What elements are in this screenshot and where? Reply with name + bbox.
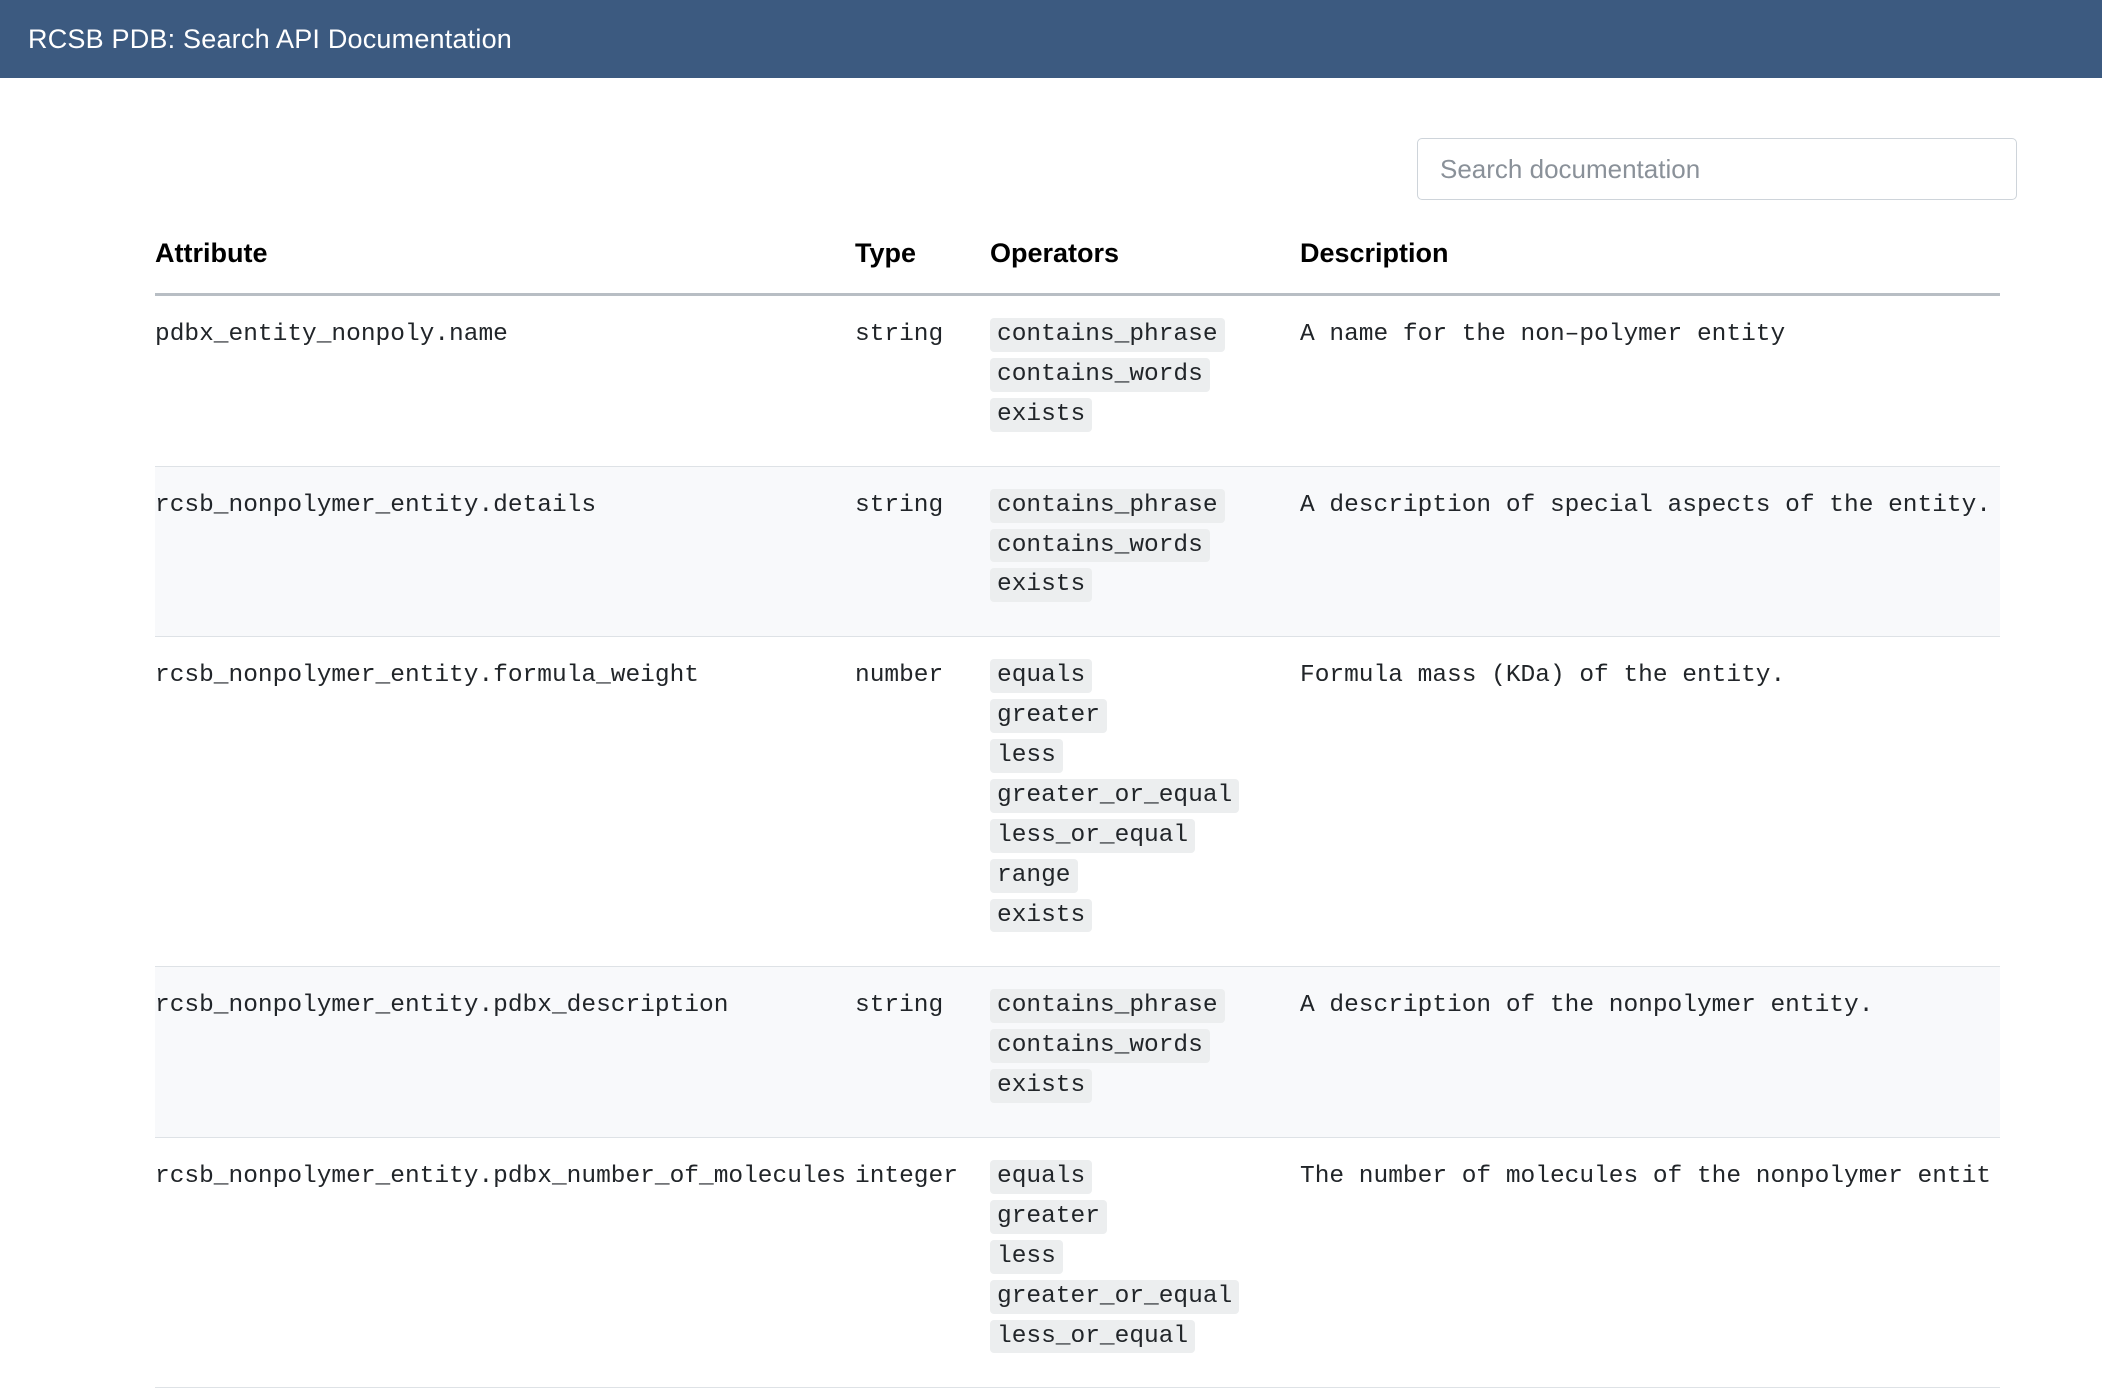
operator-badge: contains_phrase [990, 989, 1225, 1023]
cell-attribute: rcsb_nonpolymer_entity.pdbx_number_of_molecules [155, 1138, 855, 1388]
cell-operators [990, 637, 1300, 967]
search-row [0, 78, 2102, 200]
cell-attribute: rcsb_nonpolymer_entity.details [155, 466, 855, 637]
table-row [155, 637, 2000, 967]
operator-badge: equals [990, 1160, 1092, 1194]
table-body [155, 295, 2000, 1388]
table-header-row [155, 238, 2000, 295]
operator-badge: exists [990, 899, 1092, 933]
operator-badge: exists [990, 1069, 1092, 1103]
operator-badge: less [990, 1240, 1063, 1274]
operator-badge: range [990, 859, 1078, 893]
cell-type: string [855, 967, 990, 1138]
cell-type: number [855, 637, 990, 967]
cell-operators [990, 1138, 1300, 1388]
operator-badge: greater_or_equal [990, 1280, 1239, 1314]
page-title: RCSB PDB: Search API Documentation [28, 23, 513, 54]
table-row [155, 967, 2000, 1138]
operator-badge: greater_or_equal [990, 779, 1239, 813]
operator-badge: greater [990, 699, 1107, 733]
column-header-attribute: Attribute [155, 238, 855, 295]
attributes-table [155, 238, 2000, 1388]
operator-badge: less_or_equal [990, 1320, 1195, 1354]
cell-description: Formula mass (KDa) of the entity. [1300, 637, 2000, 967]
cell-operators [990, 967, 1300, 1138]
table-header [155, 238, 2000, 295]
operator-badge: contains_phrase [990, 489, 1225, 523]
column-header-type: Type [855, 238, 990, 295]
operator-badge: greater [990, 1200, 1107, 1234]
cell-type: string [855, 295, 990, 467]
column-header-operators: Operators [990, 238, 1300, 295]
cell-type: integer [855, 1138, 990, 1388]
cell-attribute: rcsb_nonpolymer_entity.formula_weight [155, 637, 855, 967]
table-row [155, 295, 2000, 467]
cell-description: The number of molecules of the nonpolymer entit [1300, 1138, 2000, 1388]
cell-description: A description of the nonpolymer entity. [1300, 967, 2000, 1138]
main-content [0, 78, 2102, 1388]
cell-description: A name for the non–polymer entity [1300, 295, 2000, 467]
operator-badge: contains_words [990, 358, 1210, 392]
operator-badge: less_or_equal [990, 819, 1195, 853]
app-header [0, 0, 2102, 78]
operator-badge: exists [990, 398, 1092, 432]
cell-operators [990, 295, 1300, 467]
column-header-description: Description [1300, 238, 2000, 295]
cell-attribute: pdbx_entity_nonpoly.name [155, 295, 855, 467]
search-input[interactable] [1417, 138, 2017, 200]
operator-badge: exists [990, 568, 1092, 602]
operator-badge: less [990, 739, 1063, 773]
table-row [155, 466, 2000, 637]
operator-badge: contains_words [990, 1029, 1210, 1063]
operator-badge: contains_phrase [990, 318, 1225, 352]
cell-attribute: rcsb_nonpolymer_entity.pdbx_description [155, 967, 855, 1138]
cell-operators [990, 466, 1300, 637]
operator-badge: contains_words [990, 529, 1210, 563]
cell-description: A description of special aspects of the entity. [1300, 466, 2000, 637]
table-row [155, 1138, 2000, 1388]
operator-badge: equals [990, 659, 1092, 693]
cell-type: string [855, 466, 990, 637]
